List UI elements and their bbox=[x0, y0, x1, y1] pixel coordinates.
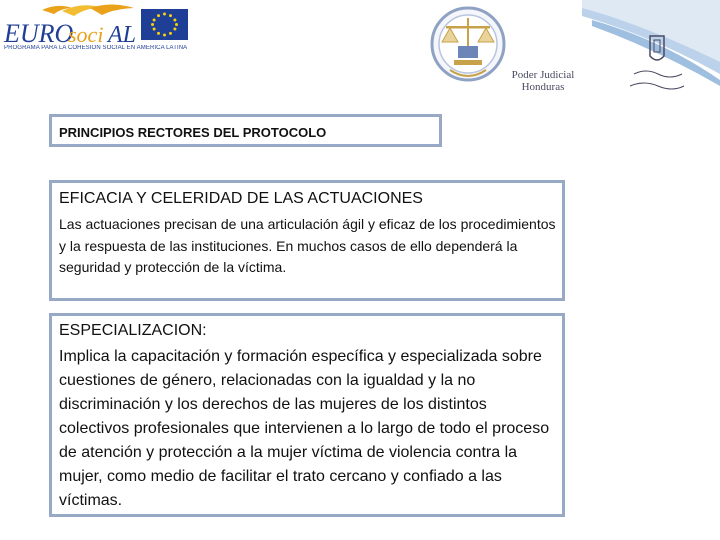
poder-judicial-label bbox=[506, 69, 580, 93]
honduras-line: Honduras bbox=[521, 81, 565, 93]
protocol-title: PRINCIPIOS RECTORES DEL PROTOCOLO bbox=[59, 125, 327, 140]
especializacion-section bbox=[49, 313, 565, 517]
judicial-seal-icon bbox=[428, 2, 508, 92]
eu-flag-icon bbox=[141, 9, 188, 40]
especializacion-body: Implica la capacitación y formación específica y especializada sobre cuestiones de género, relacionadas con la igualdad y la no discriminación y los derechos de las mujeres de los distintos colectivos profesionales que intervienen a lo largo de todo el proceso de atención y protección a la mujer víctima de violencia contra la mujer, como medio de facilitar el trato cercano y confiado a las víctimas. bbox=[59, 348, 550, 509]
eficacia-heading: EFICACIA Y CELERIDAD DE LAS ACTUACIONES bbox=[59, 190, 423, 207]
protocol-title-box bbox=[49, 114, 442, 147]
eficacia-body: Las actuaciones precisan de una articulación ágil y eficaz de los procedimientos y la respuesta de las instituciones. En muchos casos de ello dependerá la seguridad y protección de la víctima. bbox=[59, 216, 556, 275]
svg-text:AL: AL bbox=[108, 22, 137, 48]
svg-text:EURO: EURO bbox=[4, 19, 74, 48]
poder-judicial-line: Poder Judicial bbox=[511, 69, 575, 81]
especializacion-heading: ESPECIALIZACION: bbox=[59, 322, 207, 339]
school-crest-icon bbox=[628, 34, 686, 94]
svg-text:soci: soci bbox=[68, 22, 104, 47]
eurosocial-program-text: PROGRAMA PARA LA COHESIÓN SOCIAL EN AMÉRICA LATINA bbox=[4, 45, 188, 51]
eficacia-section bbox=[49, 180, 565, 301]
